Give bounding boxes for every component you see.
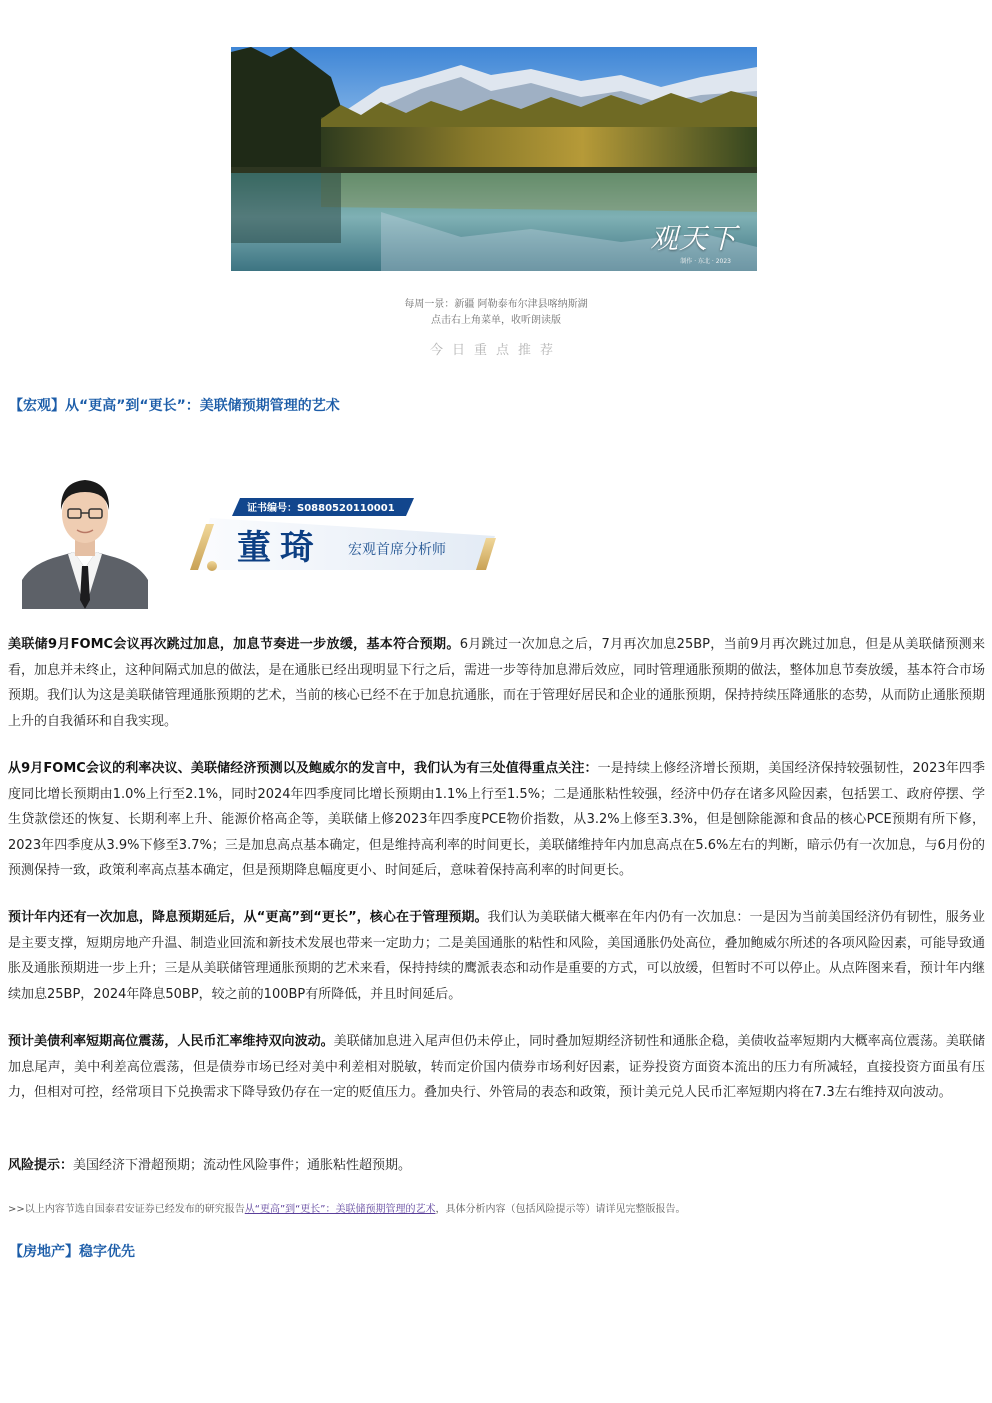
analyst-portrait [22,468,148,609]
section-heading: 今日重点推荐 [429,343,562,358]
paragraph-lead: 预计美债利率短期高位震荡，人民币汇率维持双向波动。 [8,1034,334,1049]
analyst-badge [190,494,500,576]
risk-warning [8,1153,985,1179]
paragraph-lead: 从9月FOMC会议的利率决议、美联储经济预测以及鲍威尔的发言中，我们认为有三处值得重点关注： [8,761,598,776]
watermark-logo: 观天下 [649,222,737,255]
paragraph-text: 一是持续上修经济增长预期，美国经济保持较强韧性，2023年四季度同比增长预期由1.0%上行至2.1%，同时2024年四季度同比增长预期由1.1%上行至1.5%；二是通胀粘性较强，经济中仍存在诸多风险因素，包括罢工、政府停摆、学生贷款偿还的恢复、长期利率上升、能源价格高企等，美联储上修2023年四季度PCE物价指数，从3.2%上修至3.3%，但是刨除能源和食品的核心PCE预期有所下修，2023年四季度从3.9%下修至3.7%；三是加息高点基本确定，但是维持高利率的时间更长，美联储维持年内加息高点在5.6%左右的判断，暗示仍有一次加息，与6月份的预测保持一致，政策利率高点基本确定，但是预期降息幅度更小、时间延后，意味着保持高利率的时间更长。 [8,761,985,878]
source-note [8,1200,985,1215]
paragraph-3 [8,905,985,1007]
risk-warning-label: 风险提示： [8,1158,74,1173]
paragraph-1 [8,632,985,734]
paragraph-text: 美联储加息进入尾声但仍未停止，同时叠加短期经济韧性和通胀企稳，美债收益率短期内大概率高位震荡。美联储加息尾声，美中利差高位震荡，但是债券市场已经对美中利差相对脱敏，转而定价国内债券市场利好因素，证券投资方面资本流出的压力有所减轻，直接投资方面虽有压力，但相对可控，经常项目下兑换需求下降导致仍存在一定的贬值压力。叠加央行、外管局的表态和政策，预计美元兑人民币汇率短期内将在7.3左右维持双向波动。 [8,1034,985,1100]
image-caption: 每周一景：新疆 阿勒泰布尔津县喀纳斯湖 [404,299,588,310]
analyst-name: 董琦 [237,528,323,568]
hero-image [231,47,757,271]
certificate-number: 证书编号：S0880520110001 [247,503,395,514]
source-note-prefix: >>以上内容节选自国泰君安证券已经发布的研究报告 [8,1204,245,1215]
audio-hint: 点击右上角菜单，收听朗读版 [431,315,561,326]
paragraph-2 [8,756,985,884]
article-title-macro[interactable]: 【宏观】从“更高”到“更长”：美联储预期管理的艺术 [9,398,340,414]
paragraph-text: 我们认为美联储大概率在年内仍有一次加息：一是因为当前美国经济仍有韧性，服务业是主要支撑，短期房地产升温、制造业回流和新技术发展也带来一定助力；二是美国通胀的粘性和风险，美国通胀仍处高位，叠加鲍威尔所述的各项风险因素，可能导致通胀及通胀预期进一步上升；三是从美联储管理通胀预期的艺术来看，保持持续的鹰派表态和动作是重要的方式，可以放缓，但暂时不可以停止。从点阵图来看，预计年内继续加息25BP，2024年降息50BP，较之前的100BP有所降低，并且时间延后。 [8,910,985,1002]
report-link[interactable]: 从“更高”到“更长”：美联储预期管理的艺术 [244,1204,436,1215]
source-note-suffix: ，具体分析内容（包括风险提示等）请详见完整版报告。 [435,1204,686,1215]
paragraph-lead: 预计年内还有一次加息，降息预期延后，从“更高”到“更长”，核心在于管理预期。 [8,910,488,925]
watermark-subtext: 制作 · 东北 · 2023 [680,258,731,265]
paragraph-4 [8,1029,985,1106]
risk-warning-text: 美国经济下滑超预期；流动性风险事件；通胀粘性超预期。 [73,1158,412,1173]
paragraph-text: 6月跳过一次加息之后，7月再次加息25BP，当前9月再次跳过加息，但是从美联储预测来看，加息并未终止，这种间隔式加息的做法，是在通胀已经出现明显下行之后，需进一步等待加息滞后效应，同时管理通胀预期的做法，整体加息节奏放缓，基本符合市场预期。我们认为这是美联储管理通胀预期的艺术，当前的核心已经不在于加息抗通胀，而在于管理好居民和企业的通胀预期，保持持续压降通胀的态势，从而防止通胀预期上升的自我循环和自我实现。 [8,637,985,729]
article-title-real-estate[interactable]: 【房地产】稳字优先 [9,1244,135,1260]
paragraph-lead: 美联储9月FOMC会议再次跳过加息，加息节奏进一步放缓，基本符合预期。 [8,637,460,652]
analyst-role: 宏观首席分析师 [348,542,446,558]
